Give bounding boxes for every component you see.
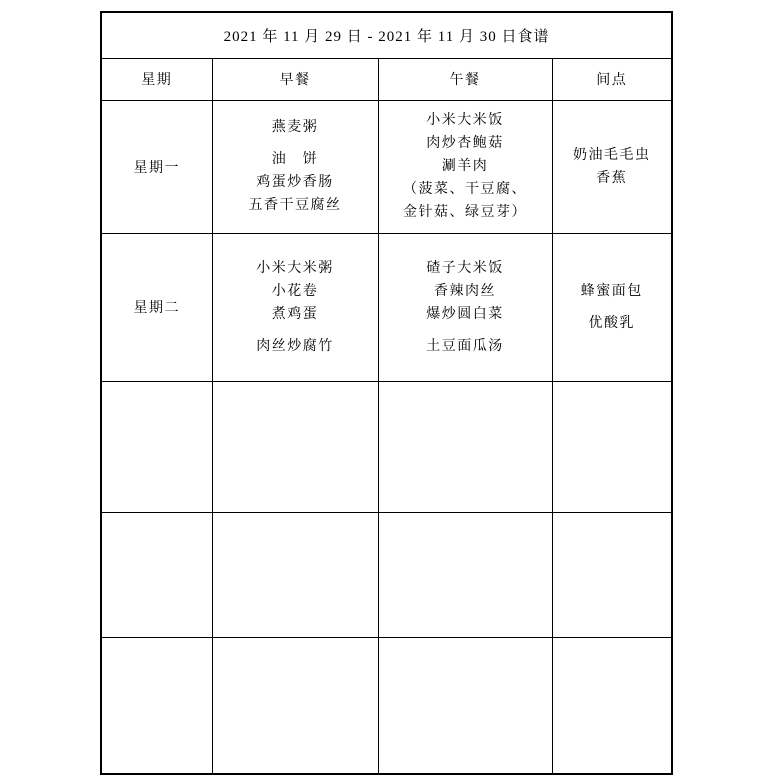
snack-cell bbox=[552, 100, 672, 233]
menu-line bbox=[213, 326, 378, 335]
menu-line: 蜂蜜面包 bbox=[580, 283, 643, 299]
column-header-day: 星期 bbox=[101, 58, 212, 100]
lunch-cell bbox=[378, 381, 552, 512]
day-cell: 星期一 bbox=[101, 100, 212, 233]
snack-cell bbox=[552, 381, 672, 512]
column-header-breakfast: 早餐 bbox=[212, 58, 378, 100]
day-cell bbox=[101, 381, 212, 512]
breakfast-cell bbox=[212, 381, 378, 512]
menu-row-4 bbox=[101, 512, 672, 637]
menu-row-3 bbox=[101, 381, 672, 512]
menu-line: 金针菇、绿豆芽） bbox=[403, 205, 527, 220]
menu-line: 奶油毛毛虫 bbox=[573, 147, 651, 163]
menu-line bbox=[379, 326, 552, 335]
snack-cell bbox=[552, 637, 672, 774]
menu-line: 涮羊肉 bbox=[441, 159, 489, 174]
lunch-cell bbox=[378, 233, 552, 381]
menu-line: 小花卷 bbox=[271, 283, 319, 299]
menu-line: 小米大米饭 bbox=[426, 113, 504, 128]
breakfast-cell bbox=[212, 233, 378, 381]
menu-row-1 bbox=[101, 100, 672, 233]
menu-table bbox=[100, 11, 673, 775]
breakfast-cell bbox=[212, 512, 378, 637]
breakfast-cell bbox=[212, 637, 378, 774]
day-cell bbox=[101, 512, 212, 637]
menu-line: 肉丝炒腐竹 bbox=[256, 338, 334, 354]
menu-line: 煮鸡蛋 bbox=[271, 306, 319, 322]
menu-line: 肉炒杏鲍菇 bbox=[426, 136, 504, 151]
menu-line: 油 饼 bbox=[271, 152, 319, 167]
menu-line: （菠菜、干豆腐、 bbox=[403, 182, 527, 197]
snack-cell bbox=[552, 233, 672, 381]
menu-line: 香蕉 bbox=[596, 170, 628, 186]
menu-line: 香辣肉丝 bbox=[434, 283, 496, 299]
menu-line: 鸡蛋炒香肠 bbox=[256, 175, 334, 190]
menu-line: 土豆面瓜汤 bbox=[426, 338, 504, 354]
header-row bbox=[101, 58, 672, 100]
column-header-snack: 间点 bbox=[552, 58, 672, 100]
column-header-lunch: 午餐 bbox=[378, 58, 552, 100]
menu-body bbox=[101, 100, 672, 774]
menu-line bbox=[553, 303, 672, 312]
menu-line: 小米大米粥 bbox=[256, 260, 334, 276]
menu-row-5 bbox=[101, 637, 672, 774]
menu-line: 爆炒圆白菜 bbox=[426, 306, 504, 322]
lunch-cell bbox=[378, 100, 552, 233]
menu-line: 碴子大米饭 bbox=[426, 260, 504, 276]
title-row bbox=[101, 12, 672, 58]
menu-line: 燕麦粥 bbox=[271, 120, 319, 135]
menu-line: 五香干豆腐丝 bbox=[248, 198, 342, 213]
table-title: 2021 年 11 月 29 日 - 2021 年 11 月 30 日食谱 bbox=[101, 12, 672, 58]
menu-line bbox=[213, 139, 378, 148]
breakfast-cell bbox=[212, 100, 378, 233]
snack-cell bbox=[552, 512, 672, 637]
day-cell bbox=[101, 637, 212, 774]
lunch-cell bbox=[378, 637, 552, 774]
menu-row-2 bbox=[101, 233, 672, 381]
day-cell: 星期二 bbox=[101, 233, 212, 381]
menu-line: 优酸乳 bbox=[588, 315, 635, 331]
lunch-cell bbox=[378, 512, 552, 637]
